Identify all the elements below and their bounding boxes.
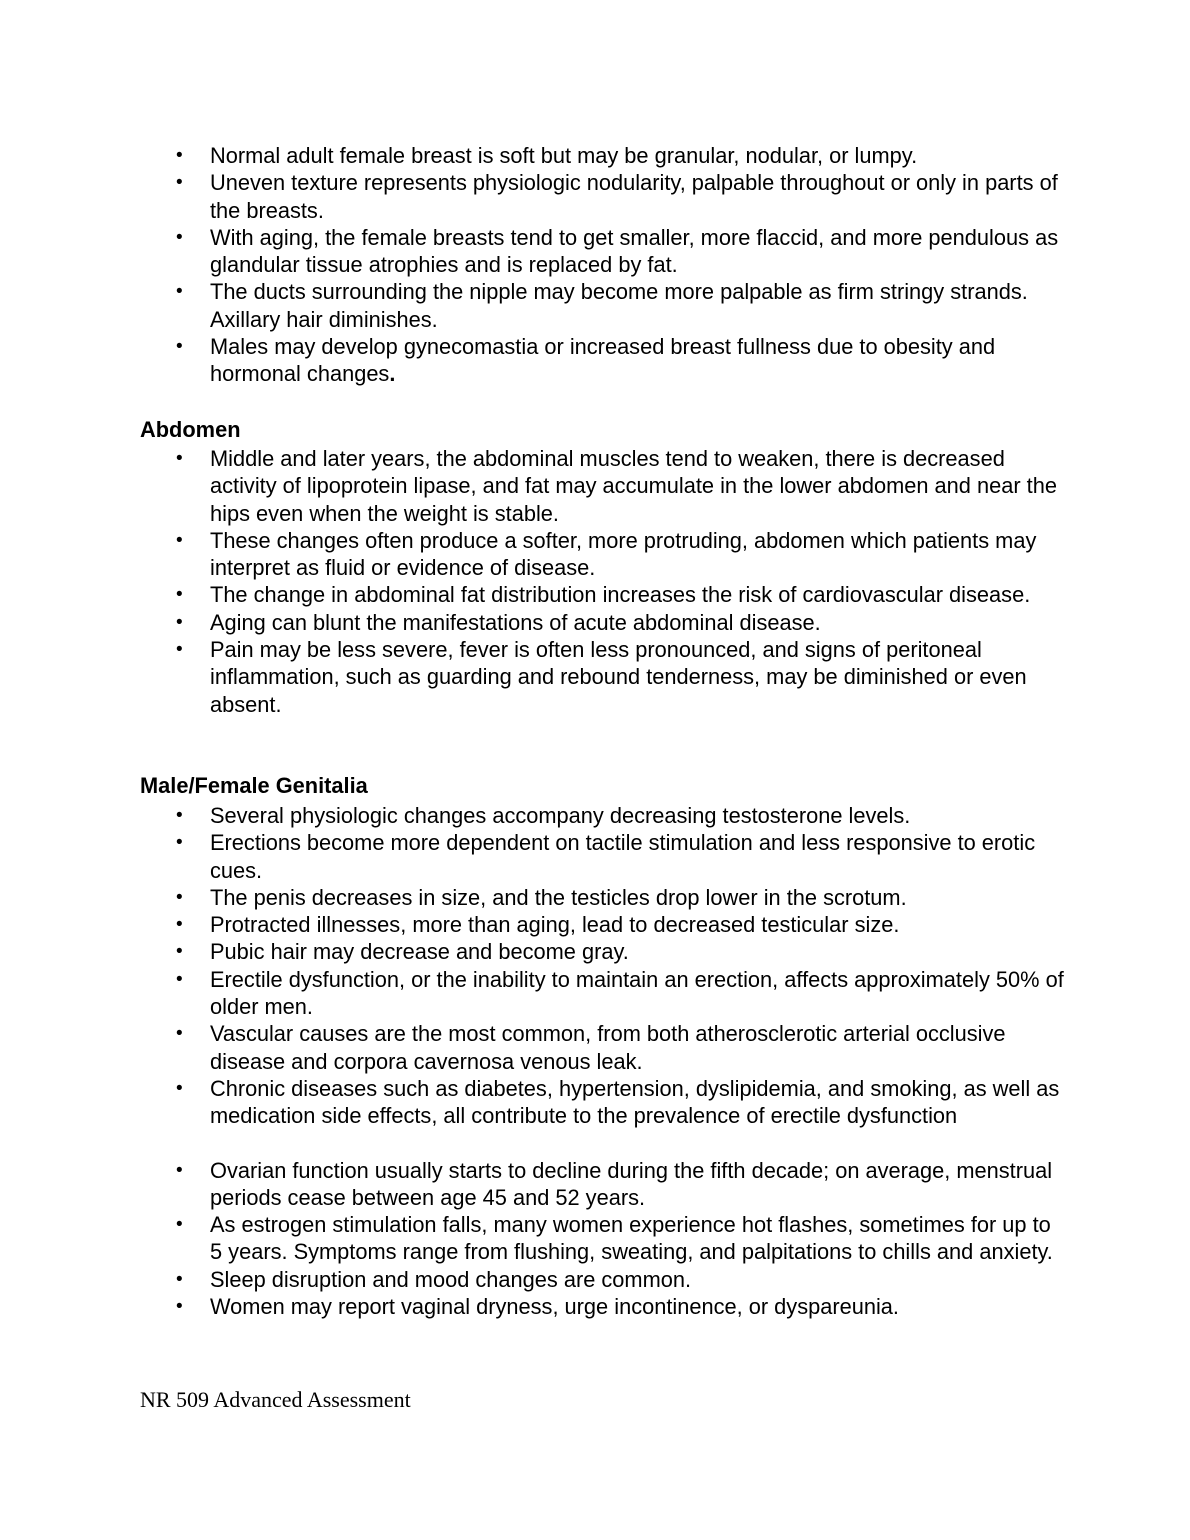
list-item: • With aging, the female breasts tend to get smaller, more flaccid, and more pendulous as glandular tissue atrophies and is replaced by fat. — [176, 224, 1059, 278]
list-item: • Erectile dysfunction, or the inability to maintain an erection, affects approximately 50% of older men. — [176, 966, 1064, 1020]
list-item: • The ducts surrounding the nipple may become more palpable as firm stringy strands. Axillary hair diminishes. — [176, 279, 1028, 332]
bullet-icon: • — [176, 1268, 183, 1290]
list-item: • Chronic diseases such as diabetes, hypertension, dyslipidemia, and smoking, as well as medication side effects, all contribute to the prevalence of erectile dysfunction — [176, 1075, 1060, 1129]
section-heading-genitalia: Male/Female Genitalia — [140, 773, 368, 798]
bullet-icon: • — [176, 1077, 183, 1099]
list-item: • Pubic hair may decrease and become gray. — [176, 939, 629, 965]
bullet-icon: • — [176, 832, 183, 854]
bullet-icon: • — [176, 336, 183, 358]
list-item: • Ovarian function usually starts to decline during the fifth decade; on average, menstrual periods cease between age 45 and 52 years. — [176, 1157, 1053, 1210]
list-item: • Vascular causes are the most common, from both atherosclerotic arterial occlusive disease and corpora cavernosa venous leak. — [176, 1021, 1006, 1074]
list-item: • The change in abdominal fat distribution increases the risk of cardiovascular disease. — [176, 582, 1031, 608]
list-item: • Women may report vaginal dryness, urge incontinence, or dyspareunia. — [176, 1294, 899, 1320]
bullet-icon: • — [176, 1296, 183, 1318]
bullet-icon: • — [176, 639, 183, 661]
bullet-icon: • — [176, 611, 183, 633]
genitalia-bullet-list — [175, 802, 1065, 1320]
list-item: • Uneven texture represents physiologic nodularity, palpable throughout or only in parts of the breasts. — [176, 170, 1058, 223]
bullet-icon: • — [176, 529, 183, 551]
bullet-icon: • — [176, 886, 183, 908]
bullet-icon: • — [176, 448, 183, 469]
page-footer: NR 509 Advanced Assessment — [140, 1387, 411, 1412]
list-item: • These changes often produce a softer, more protruding, abdomen which patients may interpret as fluid or evidence of disease. — [176, 527, 1037, 581]
list-item: • Aging can blunt the manifestations of acute abdominal disease. — [176, 609, 821, 635]
list-item: • Sleep disruption and mood changes are common. — [176, 1266, 692, 1292]
bullet-icon: • — [176, 172, 183, 194]
list-item: • Protracted illnesses, more than aging, lead to decreased testicular size. — [176, 912, 900, 938]
bullet-icon: • — [176, 941, 183, 963]
abdomen-bullet-list — [175, 445, 1065, 718]
list-item: • Middle and later years, the abdominal muscles tend to weaken, there is decreased activity of lipoprotein lipase, and fat may accumulate in the lower abdomen and near the hips even when the weight is stable. — [176, 446, 1057, 526]
bullet-icon: • — [176, 1214, 183, 1236]
list-item: • Erections become more dependent on tactile stimulation and less responsive to erotic cues. — [176, 830, 1036, 883]
bullet-icon: • — [176, 968, 183, 990]
bullet-icon: • — [176, 145, 183, 166]
list-item: • Normal adult female breast is soft but may be granular, nodular, or lumpy. — [176, 143, 918, 168]
list-item: • Males may develop gynecomastia or increased breast fullness due to obesity and hormonal changes. — [176, 334, 996, 387]
list-item: • As estrogen stimulation falls, many women experience hot flashes, sometimes for up to 5 years. Symptoms range from flushing, sweating, and palpitations to chills and anxiety. — [176, 1212, 1053, 1265]
list-item: • The penis decreases in size, and the testicles drop lower in the scrotum. — [176, 884, 907, 910]
bullet-icon: • — [176, 805, 183, 826]
breasts-bullet-list — [175, 142, 1065, 388]
bullet-icon: • — [176, 914, 183, 936]
bullet-icon: • — [176, 1159, 183, 1181]
section-heading-abdomen: Abdomen — [140, 417, 241, 442]
bullet-icon: • — [176, 1023, 183, 1045]
bullet-icon: • — [176, 281, 183, 303]
list-item: • Pain may be less severe, fever is often less pronounced, and signs of peritoneal inflammation, such as guarding and rebound tenderness, may be diminished or even absent. — [176, 637, 1027, 717]
list-item: • Several physiologic changes accompany decreasing testosterone levels. — [176, 803, 911, 828]
bullet-icon: • — [176, 226, 183, 248]
bullet-icon: • — [176, 584, 183, 606]
